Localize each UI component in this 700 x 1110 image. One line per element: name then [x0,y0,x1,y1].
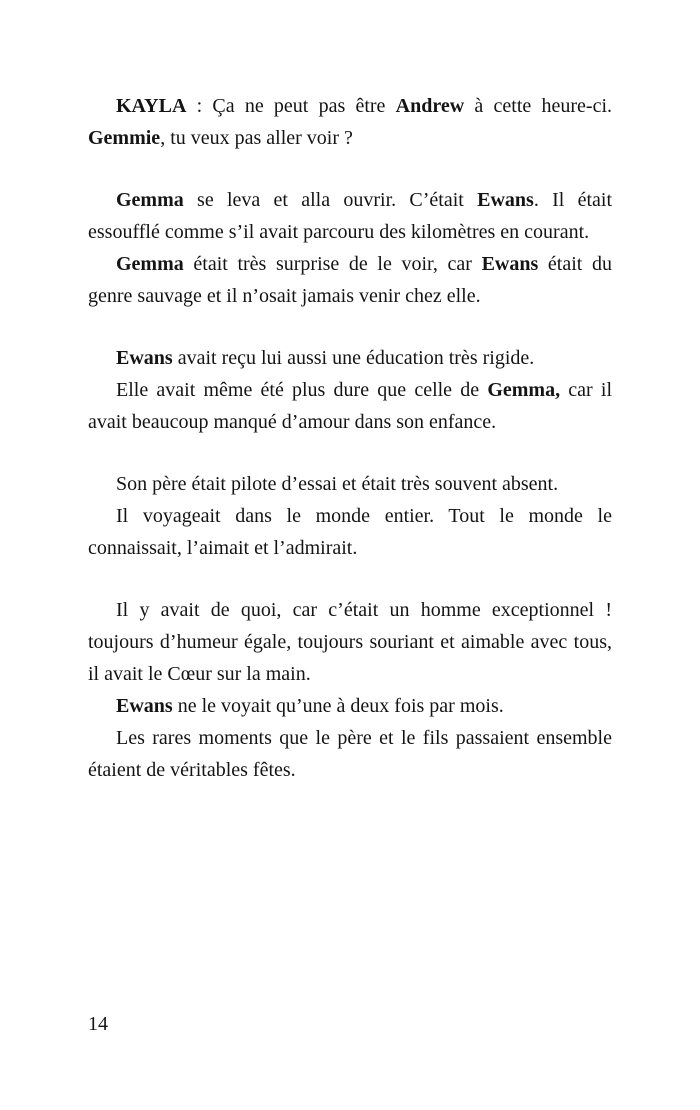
text-segment: car il avait beaucoup manqué d’amour dans son enfance. [88,379,612,433]
paragraph-4 [88,342,612,374]
paragraph-2 [88,184,612,248]
text-segment: Il y avait de quoi, car c’était un homme exceptionnel ! toujours d’humeur égale, toujours souriant et aimable avec tous, il avait le Cœur sur la main. [88,599,612,685]
text-segment: Son père était pilote d’essai et était très souvent absent. [116,473,559,495]
paragraph-8 [88,594,612,690]
text-segment: ne le voyait qu’une à deux fois par mois. [172,695,504,717]
character-name: Gemma [116,189,184,211]
paragraph-7 [88,500,612,564]
text-segment: Les rares moments que le père et le fils passaient ensemble étaient de véritables fêtes. [88,727,612,781]
text-segment: Elle avait même été plus dure que celle de [116,379,488,401]
paragraph-6 [88,468,612,500]
text-segment: . Il était essoufflé comme s’il avait parcouru des kilomètres en courant. [88,189,613,243]
body-text [88,90,612,786]
page-number: 14 [88,1013,108,1035]
text-segment: : Ça ne peut pas être [186,95,396,117]
character-name: Gemmie [88,127,161,149]
text-segment: se leva et alla ouvrir. C’était [183,189,478,211]
text-segment: , tu veux pas aller voir ? [160,127,353,149]
text-segment: Il voyageait dans le monde entier. Tout le monde le connaissait, l’aimait et l’admirait. [88,505,612,559]
character-name: Gemma, [487,379,561,401]
character-name: Ewans [477,189,534,211]
text-segment: à cette heure-ci. [464,95,612,117]
text-segment: était du genre sauvage et il n’osait jamais venir chez elle. [88,253,612,307]
character-name: Ewans [116,347,173,369]
character-name: Ewans [116,695,173,717]
paragraph-10 [88,722,612,786]
paragraph-5 [88,374,612,438]
character-name: Gemma [116,253,184,275]
text-segment: avait reçu lui aussi une éducation très rigide. [172,347,535,369]
paragraph-3 [88,248,612,312]
paragraph-9 [88,690,612,722]
character-name: Andrew [395,95,465,117]
character-name: Ewans [481,253,539,275]
text-segment: était très surprise de le voir, car [183,253,482,275]
character-name: KAYLA [116,95,187,117]
paragraph-1 [88,90,612,154]
